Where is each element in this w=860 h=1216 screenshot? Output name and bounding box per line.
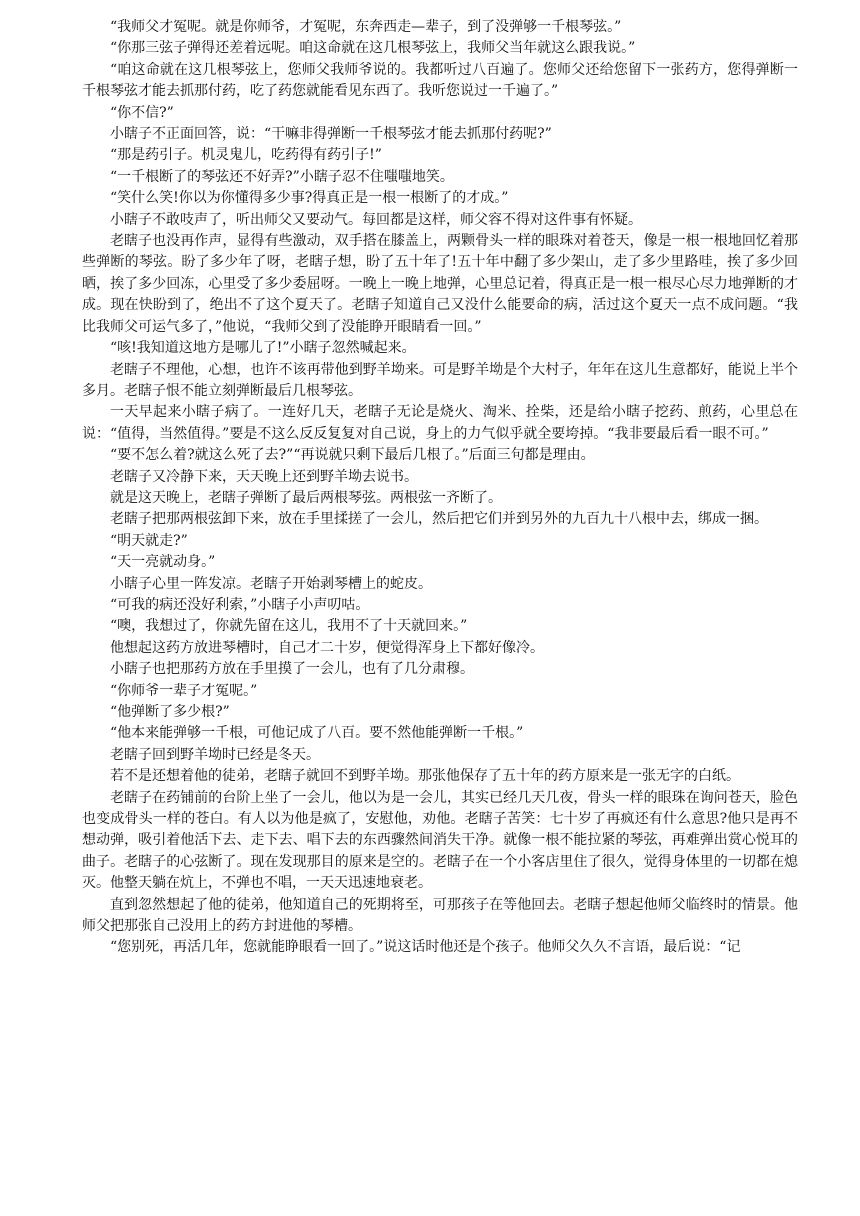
paragraph: “咳!我知道这地方是哪儿了!”小瞎子忽然喊起来。 [110,340,416,357]
paragraph: “笑什么笑!你以为你懂得多少事?得真正是一根一根断了的才成。” [110,190,509,207]
paragraph: 小瞎子不敢吱声了，听出师父又要动气。每回都是这样，师父容不得对这件事有怀疑。 [110,211,642,228]
paragraph: 小瞎子不正面回答，说：“干嘛非得弹断一千根琴弦才能去抓那付药呢?” [110,126,552,143]
paragraph: “他弹断了多少根?” [110,704,230,720]
paragraph: 若不是还想着他的徒弟，老瞎子就回不到野羊坳。那张他保存了五十年的药方原来是一张无字的白纸。 [110,768,740,785]
paragraph: “噢，我想过了，你就先留在这儿，我用不了十天就回来。” [110,618,468,635]
document-body [82,0,798,959]
paragraph: “我师父才冤呢。就是你师爷，才冤呢，东奔西走—辈子，到了没弹够一千根琴弦。” [110,19,622,35]
paragraph: “咱这命就在这几根琴弦上，您师父我师爷说的。我都听过八百遍了。您师父还给您留下一张药方，您得弹断一千根琴弦才能去抓那付药，吃了药您就能看见东西了。我听您说过一千遍了。” [82,61,798,100]
paragraph: “一千根断了的琴弦还不好弄?”小瞎子忍不住嗤嗤地笑。 [110,168,454,185]
paragraph: “明天就走?” [110,532,188,549]
paragraph: “您别死，再活几年，您就能睁眼看一回了。”说这话时他还是个孩子。他师父久久不言语，最后说：“记 [110,939,741,956]
paragraph: 小瞎子也把那药方放在手里摸了一会儿，也有了几分肃穆。 [110,661,474,678]
paragraph: 直到忽然想起了他的徒弟，他知道自己的死期将至，可那孩子在等他回去。老瞎子想起他师父临终时的情景。他师父把那张自己没用上的药方封进他的琴槽。 [82,896,798,935]
paragraph: 老瞎子又冷静下来，天天晚上还到野羊坳去说书。 [110,468,418,485]
paragraph: 老瞎子也没再作声，显得有些激动，双手搭在膝盖上，两颗骨头一样的眼珠对着苍天，像是一根一根地回忆着那些弹断的琴弦。盼了多少年了呀，老瞎子想，盼了五十年了!五十年中翻了多少架山，走了多少里路哇，挨了多少回晒，挨了多少回冻，心里受了多少委屈呀。一晚上一晚上地弹，心里总记着，得真正是一根一根尽心尽力地弹断的才成。现在快盼到了，绝出不了这个夏天了。老瞎子知道自己又没什么能要命的病，活过这个夏天一点不成问题。“我比我师父可运气多了，”他说，“我师父到了没能睁开眼睛看一回。” [82,233,798,335]
paragraph: 小瞎子心里一阵发凉。老瞎子开始剥琴槽上的蛇皮。 [110,575,432,592]
paragraph: 老瞎子不理他，心想，也许不该再带他到野羊坳来。可是野羊坳是个大村子，年年在这儿生意都好，能说上半个多月。老瞎子恨不能立刻弹断最后几根琴弦。 [82,361,798,399]
paragraph: 他想起这药方放进琴槽时，自己才二十岁，便觉得浑身上下都好像冷。 [110,639,544,656]
paragraph: “他本来能弹够一千根，可他记成了八百。要不然他能弹断一千根。” [110,725,524,742]
paragraph: “你那三弦子弹得还差着远呢。咱这命就在这几根琴弦上，我师父当年就这么跟我说。” [110,40,636,57]
paragraph: “你不信?” [110,104,174,121]
paragraph: “要不怎么着?就这么死了去?”“再说就只剩下最后几根了。”后面三句都是理由。 [110,447,595,464]
paragraph: “那是药引子。机灵鬼儿，吃药得有药引子!” [110,147,382,164]
paragraph: 老瞎子在药铺前的台阶上坐了一会儿，他以为是一会儿，其实已经几天几夜，骨头一样的眼珠在询问苍天，脸色也变成骨头一样的苍白。有人以为他是疯了，安慰他，劝他。老瞎子苦笑：七十岁了再疯还有什么意思?他只是再不想动弹，吸引着他活下去、走下去、唱下去的东西骤然间消失干净。就像一根不能拉紧的琴弦，再难弹出赏心悦耳的曲子。老瞎子的心弦断了。现在发现那目的原来是空的。老瞎子在一个小客店里住了很久，觉得身体里的一切都在熄灭。他整天躺在炕上，不弹也不唱，一天天迅速地衰老。 [82,789,798,892]
paragraph: “天一亮就动身。” [110,554,216,571]
paragraph: 老瞎子把那两根弦卸下来，放在手里揉搓了一会儿，然后把它们并到另外的九百九十八根中去，绑成一捆。 [110,511,768,528]
paragraph: 老瞎子回到野羊坳时已经是冬天。 [110,746,320,763]
paragraph: “你师爷一辈子才冤呢。” [110,682,258,699]
paragraph: 就是这天晚上，老瞎子弹断了最后两根琴弦。两根弦一齐断了。 [110,489,502,506]
paragraph: “可我的病还没好利索，”小瞎子小声叨咕。 [110,596,370,613]
paragraph: 一天早起来小瞎子病了。一连好几天，老瞎子无论是烧火、淘米、拴柴，还是给小瞎子挖药、煎药，心里总在说：“值得，当然值得。”要是不这么反反复复对自己说，身上的力气似乎就全要垮掉。“我非要最后看一眼不可。” [82,404,798,442]
